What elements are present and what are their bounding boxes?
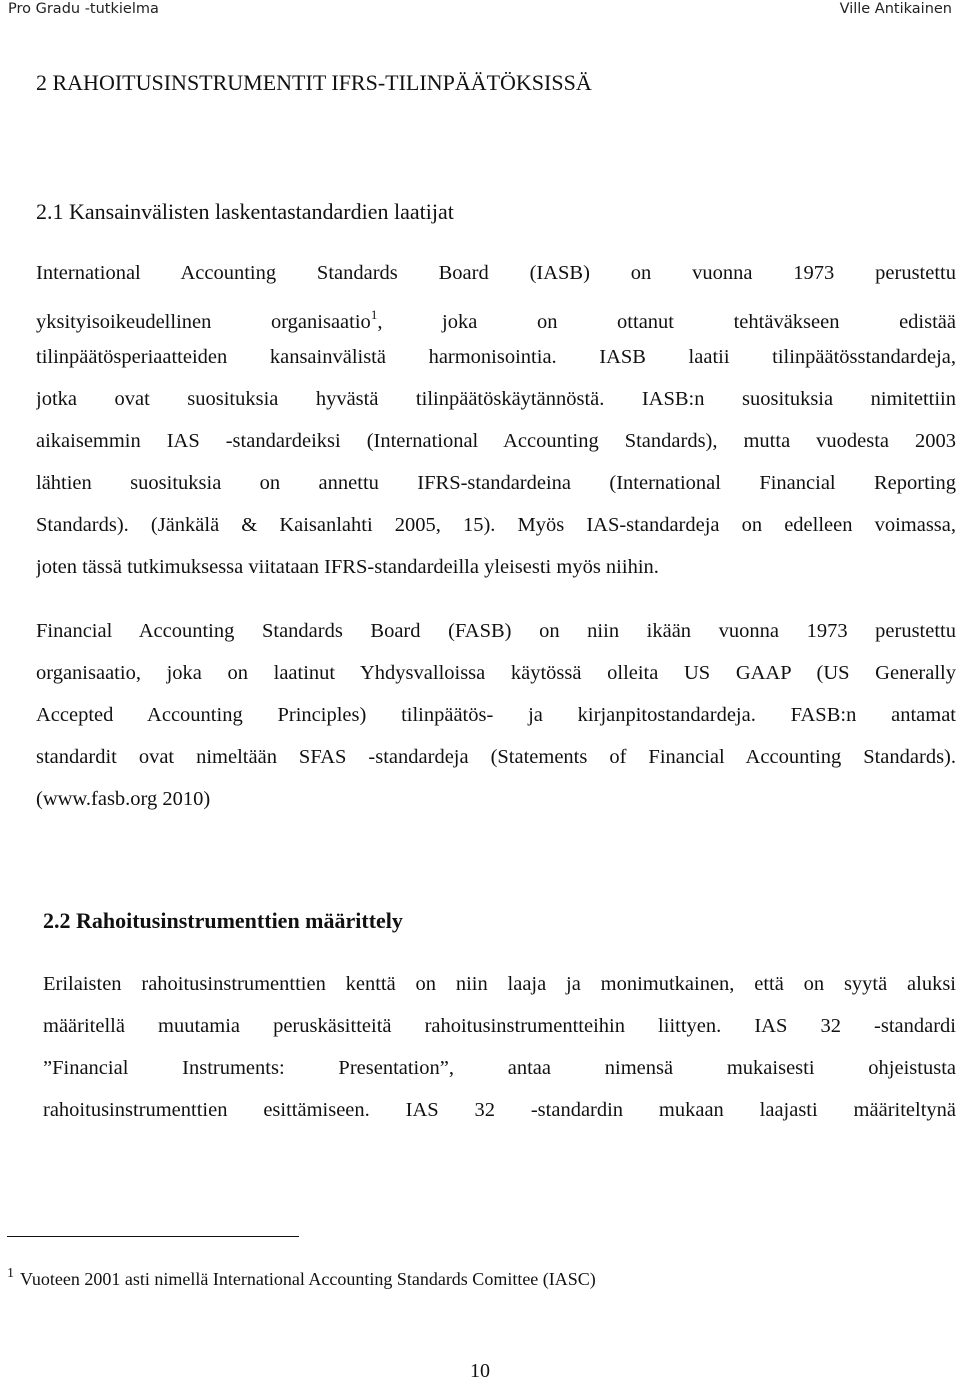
text-line: määritellä muutamia peruskäsitteitä rahoitusinstrumentteihin liittyen. IAS 32 -standardi [43,1015,956,1037]
footnote-reference: 1 [370,307,378,322]
text-line: Erilaisten rahoitusinstrumenttien kenttä on niin laaja ja monimutkainen, että on syytä aluksi [43,973,956,995]
paragraph-iasb [36,252,956,588]
header-document-type: Pro Gradu -tutkielma [8,1,159,17]
text-span: , joka on ottanut tehtäväkseen edistää [377,311,956,333]
page-number: 10 [470,1360,490,1382]
text-line: aikaisemmin IAS -standardeiksi (International Accounting Standards), mutta vuodesta 2003 [36,430,956,452]
text-line: (www.fasb.org 2010) [36,788,211,810]
text-line: jotka ovat suosituksia hyvästä tilinpäätöskäytännöstä. IASB:n suosituksia nimitettiin [36,388,956,410]
text-line: standardit ovat nimeltään SFAS -standardeja (Statements of Financial Accounting Standards). [36,746,956,768]
text-line: rahoitusinstrumenttien esittämiseen. IAS 32 -standardin mukaan laajasti määriteltynä [43,1099,956,1121]
text-line: organisaatio, joka on laatinut Yhdysvalloissa käytössä olleita US GAAP (US Generally [36,662,956,684]
footnote [7,1266,596,1290]
paragraph-definitions [43,963,956,1131]
section-heading-2-2: 2.2 Rahoitusinstrumenttien määrittely [43,908,403,933]
footnote-separator [7,1236,299,1237]
text-line: Standards). (Jänkälä & Kaisanlahti 2005, 15). Myös IAS-standardeja on edelleen voimassa, [36,514,956,536]
paragraph-fasb [36,610,956,820]
text-span: yksityisoikeudellinen organisaatio [36,311,371,333]
text-line: ”Financial Instruments: Presentation”, antaa nimensä mukaisesti ohjeistusta [43,1057,956,1079]
text-line: Financial Accounting Standards Board (FASB) on niin ikään vuonna 1973 perustettu [36,620,956,642]
chapter-heading: 2 RAHOITUSINSTRUMENTIT IFRS-TILINPÄÄTÖKSISSÄ [36,70,592,95]
text-line: lähtien suosituksia on annettu IFRS-standardeina (International Financial Reporting [36,472,956,494]
running-header [0,0,960,22]
text-line: Accepted Accounting Principles) tilinpäätös- ja kirjanpitostandardeja. FASB:n antamat [36,704,956,726]
footnote-text: Vuoteen 2001 asti nimellä International Accounting Standards Comittee (IASC) [20,1269,596,1289]
text-line: tilinpäätösperiaatteiden kansainvälistä harmonisointia. IASB laatii tilinpäätösstandardeja, [36,346,956,368]
footnote-number: 1 [7,1266,14,1281]
text-line: joten tässä tutkimuksessa viitataan IFRS-standardeilla yleisesti myös niihin. [36,556,659,578]
header-author: Ville Antikainen [839,1,952,17]
text-line [36,294,956,336]
text-line: International Accounting Standards Board (IASB) on vuonna 1973 perustettu [36,262,956,284]
section-heading-2-1: 2.1 Kansainvälisten laskentastandardien laatijat [36,199,454,224]
